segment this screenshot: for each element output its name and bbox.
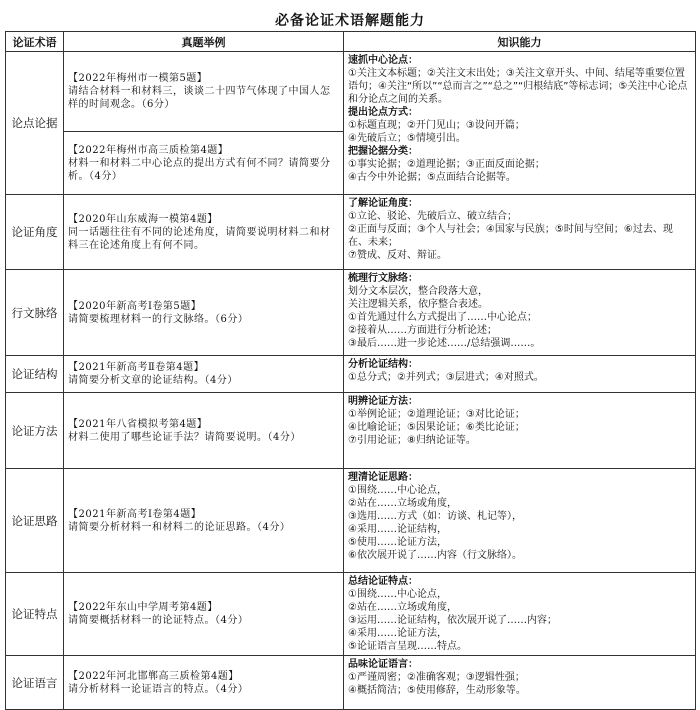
knowledge-line: ③最后……进一步论述……/总结强调……。 (348, 338, 541, 349)
knowledge-line: ②站在……立场或角度， (348, 602, 457, 613)
table-row (6, 356, 696, 393)
knowledge-cell (344, 195, 696, 270)
example-cell: 【2022年东山中学周考第4题】 请简要概括材料一的论证特点。（4分） (64, 573, 344, 656)
example-cell: 【2021年新高考Ⅱ卷第4题】 请简要分析文章的论证结构。（4分） (64, 356, 344, 393)
knowledge-line: ⑦赞成、反对、辩证。 (348, 250, 447, 261)
table-row (6, 393, 696, 469)
category-cell: 论点论据 (6, 52, 64, 195)
knowledge-line: 关注逻辑关系，依序整合表述。 (348, 299, 488, 310)
knowledge-line: ④采用……论证结构， (348, 524, 447, 535)
knowledge-cell (344, 656, 696, 710)
table-row (6, 469, 696, 573)
example-cell: 【2021年八省模拟考第4题】 材料二使用了哪些论证手法？请简要说明。（4分） (64, 393, 344, 469)
knowledge-line: ⑦引用论证；⑧归纳论证等。 (348, 435, 476, 446)
category-cell: 论证结构 (6, 356, 64, 393)
table-row (6, 573, 696, 656)
example-cell: 【2020年新高考Ⅰ卷第5题】 请简要梳理材料一的行文脉络。（6分） (64, 270, 344, 356)
knowledge-line: ①立论、驳论、先破后立、破立结合； (348, 211, 517, 222)
table-body (6, 52, 696, 710)
knowledge-line: ①标题直现；②开门见山；③设问开篇； (348, 120, 525, 131)
knowledge-line: ②接着从……方面进行分析论述； (348, 325, 497, 336)
knowledge-heading: 把握论据分类： (348, 146, 418, 157)
knowledge-heading: 总结论证特点： (348, 576, 418, 587)
knowledge-line: ④古今中外论据；⑤点面结合论据等。 (348, 172, 516, 183)
table-row (6, 195, 696, 270)
table-row (6, 52, 696, 132)
knowledge-line: ①严谨周密；②准确客观；③逻辑性强； (348, 672, 525, 683)
knowledge-line: ④先破后立；⑤情境引出。 (348, 133, 466, 144)
knowledge-line: ①首先通过什么方式提出了……中心论点； (348, 312, 537, 323)
knowledge-line: ①围绕……中心论点， (348, 485, 447, 496)
terminology-table (5, 31, 696, 710)
knowledge-line: ①事实论据；②道理论据；③正面反面论据； (348, 159, 545, 170)
example-cell: 【2021年新高考Ⅰ卷第4题】 请简要分析材料一和材料二的论证思路。（4分） (64, 469, 344, 573)
knowledge-line: ①举例论证；②道理论证；③对比论证； (348, 409, 525, 420)
category-cell: 论证语言 (6, 656, 64, 710)
knowledge-line: 划分文本层次，整合段落大意， (348, 286, 488, 297)
example-cell: 【2020年山东威海一模第4题】 同一话题往往有不同的论述角度，请简要说明材料二和材料三在论述角度上有何不同。 (64, 195, 344, 270)
knowledge-heading: 了解论证角度： (348, 198, 418, 209)
knowledge-line: ⑤使用……论证方法， (348, 537, 447, 548)
knowledge-heading: 明辨论证方法： (348, 396, 418, 407)
header-knowledge: 知识能力 (344, 32, 696, 52)
example-cell: 【2022年梅州市高三质检第4题】 材料一和材料二中心论点的提出方式有何不同？请简要分析。（4分） (64, 132, 344, 195)
category-cell: 论证角度 (6, 195, 64, 270)
knowledge-line: ②正面与反面；③个人与社会；④国家与民族；⑤时间与空间；⑥过去、现在、未来； (348, 224, 673, 248)
knowledge-cell (344, 469, 696, 573)
knowledge-line: ③选用……方式（如：访谈、札记等）， (348, 511, 522, 522)
knowledge-cell (344, 52, 696, 195)
knowledge-heading: 理清论证思路： (348, 472, 418, 483)
knowledge-line: ②站在……立场或角度， (348, 498, 457, 509)
knowledge-line: ①关注文本标题；②关注文末出处；③关注文章开头、中间、结尾等重要位置语句；④关注“所以”“总而言之”“总之”“归根结底”等标志词；⑤关注中心论点和分论点之间的关系。 (348, 68, 688, 105)
knowledge-heading: 速抓中心论点： (348, 55, 418, 66)
knowledge-line: ④比喻论证；⑤因果论证；⑥类比论证； (348, 422, 525, 433)
knowledge-heading: 品味论证语言： (348, 659, 418, 670)
table-header-row (6, 32, 696, 52)
category-cell: 论证特点 (6, 573, 64, 656)
category-cell: 论证方法 (6, 393, 64, 469)
knowledge-line: ⑥依次展开说了……内容（行文脉络）。 (348, 550, 522, 561)
example-cell: 【2022年梅州市一模第5题】 请结合材料一和材料三，谈谈二十四节气体现了中国人怎样的时间观念。（6分） (64, 52, 344, 132)
category-cell: 行文脉络 (6, 270, 64, 356)
knowledge-line: ④概括简洁；⑤使用修辞，生动形象等。 (348, 685, 526, 696)
knowledge-cell (344, 573, 696, 656)
knowledge-line: ④采用……论证方法， (348, 628, 447, 639)
knowledge-heading: 提出论点方式： (348, 107, 418, 118)
example-cell: 【2022年河北邯郸高三质检第4题】 请分析材料一论证语言的特点。（4分） (64, 656, 344, 710)
knowledge-cell (344, 270, 696, 356)
header-example: 真题举例 (64, 32, 344, 52)
knowledge-line: ③运用……论证结构，依次展开说了……内容； (348, 615, 557, 626)
knowledge-line: ①总分式；②并列式；③层进式；④对照式。 (348, 372, 544, 383)
category-cell: 论证思路 (6, 469, 64, 573)
knowledge-cell (344, 356, 696, 393)
knowledge-cell (344, 393, 696, 469)
document-title: 必备论证术语解题能力 (275, 13, 425, 29)
table-row (6, 656, 696, 710)
knowledge-line: ⑤论证语言呈现……特点。 (348, 641, 467, 652)
table-row (6, 270, 696, 356)
knowledge-line: ①围绕……中心论点， (348, 589, 447, 600)
header-category: 论证术语 (6, 32, 64, 52)
knowledge-heading: 分析论证结构： (348, 359, 418, 370)
knowledge-heading: 梳理行文脉络： (348, 273, 418, 284)
